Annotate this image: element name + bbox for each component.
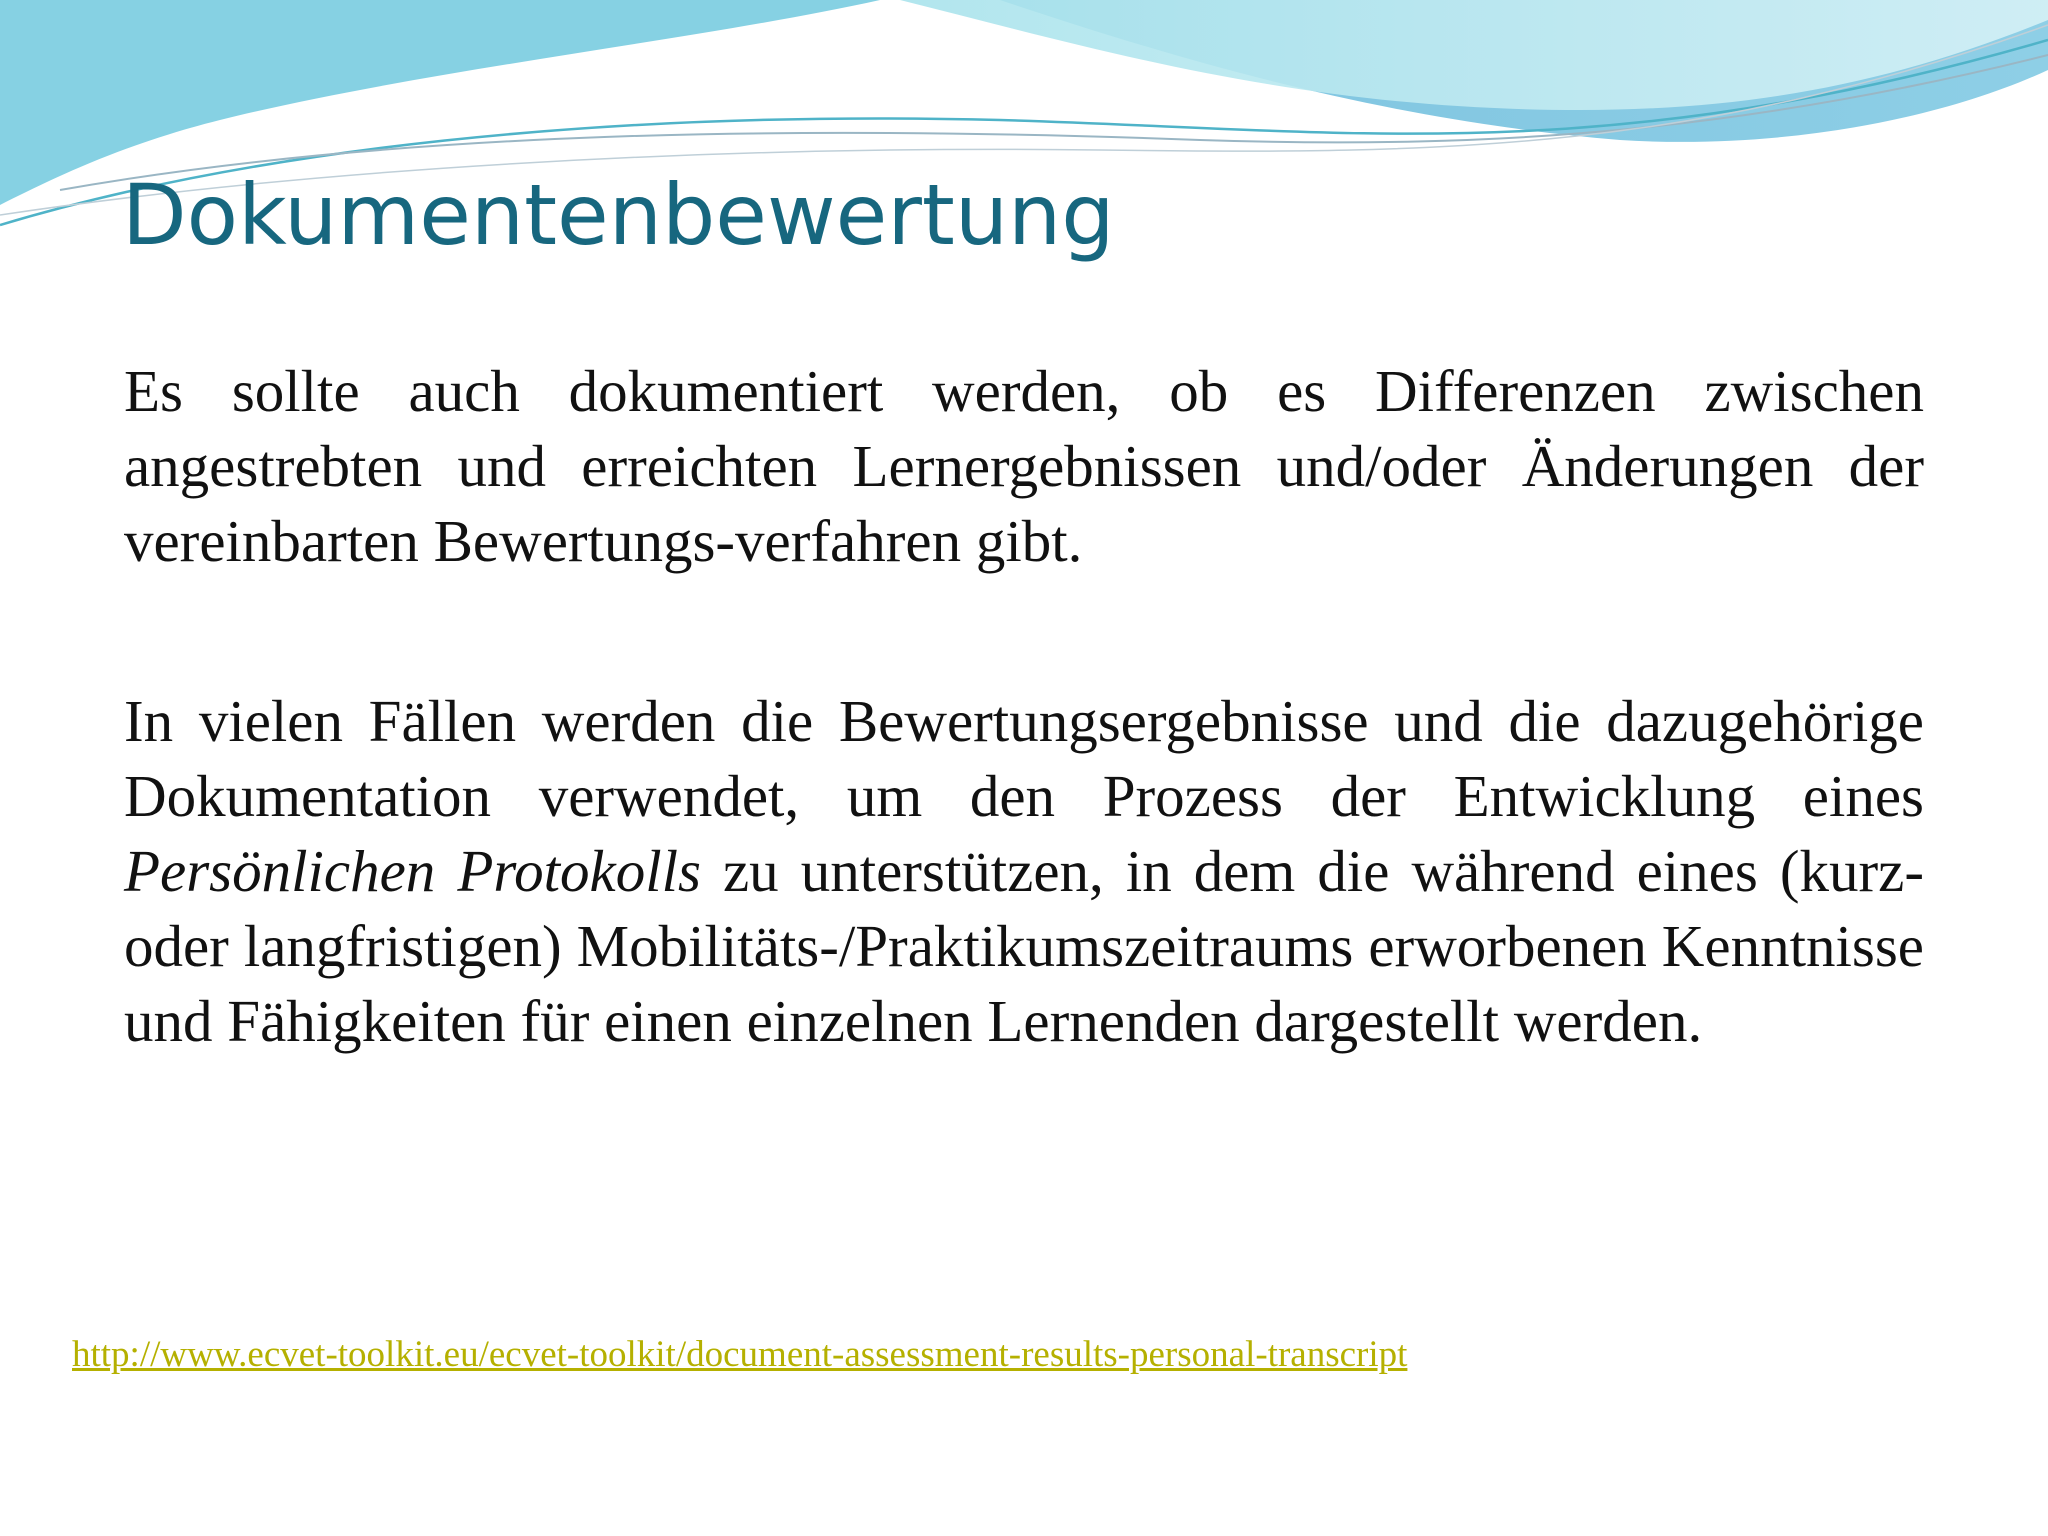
slide-title: Dokumentenbewertung xyxy=(122,166,1115,264)
emphasis-persoenliches-protokoll: Persönlichen Protokolls xyxy=(124,838,701,904)
source-link[interactable]: http://www.ecvet-toolkit.eu/ecvet-toolkit/document-assessment-results-personal-transcript xyxy=(72,1334,1408,1375)
paragraph-text-start: In vielen Fällen werden die Bewertungsergebnisse und die dazugehörige Dokumentation verwendet, um den Prozess der Entwicklung eines xyxy=(124,688,1924,829)
paragraph-differences: Es sollte auch dokumentiert werden, ob es Differenzen zwischen angestrebten und erreichten Lernergebnissen und/oder Änderungen der vereinbarten Bewertungs-verfahren gibt. xyxy=(124,358,1924,574)
paragraph-personal-transcript xyxy=(124,684,1924,1059)
paragraph-text-end: zu unterstützen, in dem die während eines (kurz- oder langfristigen) Mobilitäts-/Praktikumszeitraums erworbenen Kenntnisse und Fähigkeiten für einen einzelnen Lernenden dargestellt werden. xyxy=(124,838,1924,1054)
